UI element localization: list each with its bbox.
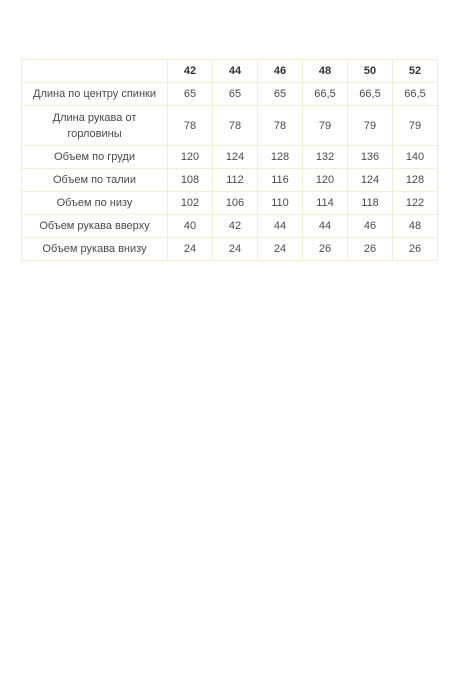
table-cell: 112 <box>213 169 258 192</box>
table-cell: 140 <box>393 146 438 169</box>
table-cell: 79 <box>303 106 348 146</box>
table-cell: 26 <box>348 238 393 261</box>
table-cell: 128 <box>258 146 303 169</box>
row-label: Длина рукава от горловины <box>22 106 168 146</box>
table-cell: 132 <box>303 146 348 169</box>
table-cell: 66,5 <box>393 83 438 106</box>
table-cell: 65 <box>213 83 258 106</box>
size-header: 42 <box>168 60 213 83</box>
size-header: 50 <box>348 60 393 83</box>
table-cell: 24 <box>168 238 213 261</box>
table-cell: 110 <box>258 192 303 215</box>
table-cell: 114 <box>303 192 348 215</box>
table-cell: 79 <box>348 106 393 146</box>
header-row <box>22 60 438 83</box>
table-cell: 120 <box>168 146 213 169</box>
table-row <box>22 146 438 169</box>
table-cell: 24 <box>258 238 303 261</box>
size-header: 48 <box>303 60 348 83</box>
size-header: 46 <box>258 60 303 83</box>
row-label: Длина по центру спинки <box>22 83 168 106</box>
table-cell: 118 <box>348 192 393 215</box>
table-cell: 128 <box>393 169 438 192</box>
table-cell: 124 <box>348 169 393 192</box>
table-cell: 108 <box>168 169 213 192</box>
table-cell: 26 <box>303 238 348 261</box>
table-cell: 48 <box>393 215 438 238</box>
row-label: Объем рукава внизу <box>22 238 168 261</box>
table-cell: 106 <box>213 192 258 215</box>
table-cell: 46 <box>348 215 393 238</box>
row-label: Объем по низу <box>22 192 168 215</box>
table-cell: 78 <box>213 106 258 146</box>
table-cell: 42 <box>213 215 258 238</box>
table-row <box>22 238 438 261</box>
row-label: Объем по талии <box>22 169 168 192</box>
table-cell: 40 <box>168 215 213 238</box>
table-row <box>22 83 438 106</box>
table-cell: 66,5 <box>303 83 348 106</box>
table-cell: 65 <box>258 83 303 106</box>
table-cell: 44 <box>258 215 303 238</box>
table-cell: 102 <box>168 192 213 215</box>
corner-cell <box>22 60 168 83</box>
size-header: 44 <box>213 60 258 83</box>
table-cell: 78 <box>258 106 303 146</box>
table-cell: 120 <box>303 169 348 192</box>
table-row <box>22 192 438 215</box>
row-label: Объем рукава вверху <box>22 215 168 238</box>
table-cell: 44 <box>303 215 348 238</box>
table-cell: 79 <box>393 106 438 146</box>
row-label: Объем по груди <box>22 146 168 169</box>
table-cell: 66,5 <box>348 83 393 106</box>
table-cell: 24 <box>213 238 258 261</box>
table-row <box>22 169 438 192</box>
table-cell: 26 <box>393 238 438 261</box>
table-cell: 122 <box>393 192 438 215</box>
table-cell: 65 <box>168 83 213 106</box>
table-cell: 116 <box>258 169 303 192</box>
table-row <box>22 215 438 238</box>
table-cell: 136 <box>348 146 393 169</box>
table-cell: 78 <box>168 106 213 146</box>
size-chart-table <box>21 59 438 261</box>
table-cell: 124 <box>213 146 258 169</box>
size-header: 52 <box>393 60 438 83</box>
table-row <box>22 106 438 146</box>
